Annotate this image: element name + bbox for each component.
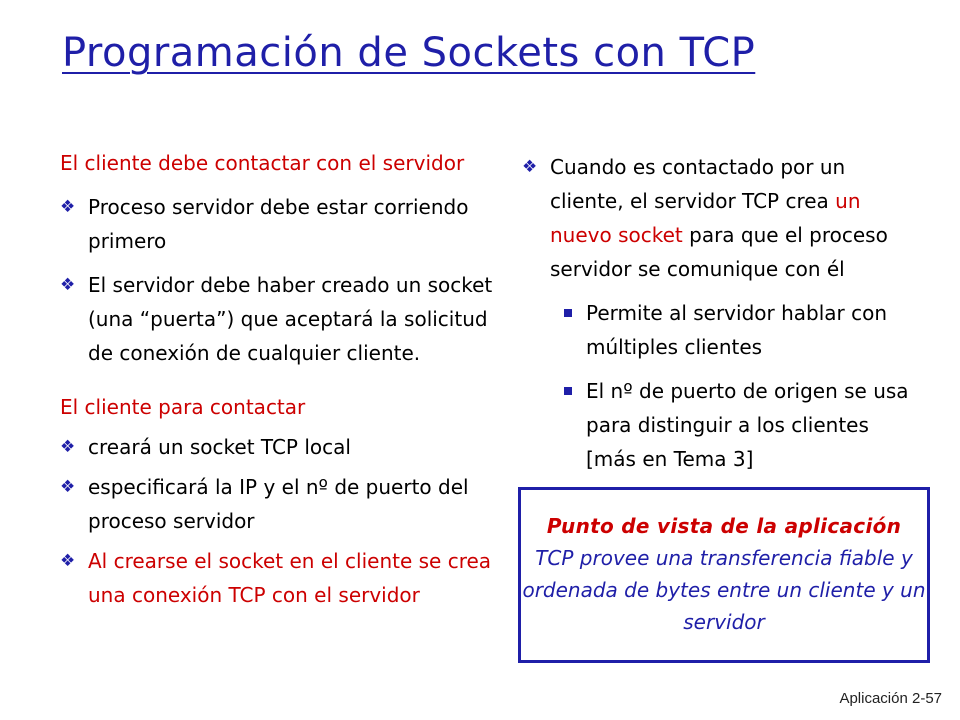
bullet-text-post: para que el proceso servidor se comunique con él bbox=[550, 223, 888, 281]
slide-footer: Aplicación 2-57 bbox=[839, 690, 942, 707]
subbullet-text: Permite al servidor hablar con múltiples clientes bbox=[586, 301, 888, 359]
four-point-star-icon: ❖ bbox=[522, 157, 538, 177]
client-to-contact-heading: El cliente para contactar bbox=[60, 395, 306, 419]
client-contact-heading: El cliente debe contactar con el servidor bbox=[60, 151, 465, 175]
bullet-new-socket bbox=[522, 150, 922, 286]
square-bullet-icon bbox=[564, 387, 572, 395]
subbullet-text: El nº de puerto de origen se usa para distinguir a los clientes [más en Tema 3] bbox=[586, 379, 909, 471]
bullet-text: El servidor debe haber creado un socket (una “puerta”) que aceptará la solicitud de conexión de cualquier cliente. bbox=[88, 273, 493, 365]
bullet-text: creará un socket TCP local bbox=[88, 435, 351, 459]
bullet-text: Proceso servidor debe estar corriendo primero bbox=[88, 195, 469, 253]
four-point-star-icon: ❖ bbox=[60, 551, 76, 571]
slide-title: Programación de Sockets con TCP bbox=[62, 30, 756, 76]
bullet-server-running bbox=[60, 190, 510, 258]
bullet-specify-ip-port bbox=[60, 470, 510, 538]
square-bullet-icon bbox=[564, 309, 572, 317]
bullet-text-highlight: Al crearse el socket en el cliente se crea una conexión TCP con el servidor bbox=[88, 549, 492, 607]
subbullet-multiple-clients bbox=[522, 296, 922, 364]
bullet-text-pre: Cuando es contactado por un cliente, el servidor TCP crea bbox=[550, 155, 846, 213]
box-body: TCP provee una transferencia fiable y ordenada de bytes entre un cliente y un servidor bbox=[522, 546, 926, 634]
right-column bbox=[522, 150, 922, 476]
bullet-server-socket bbox=[60, 268, 510, 370]
bullet-tcp-connection bbox=[60, 544, 510, 612]
application-viewpoint-box bbox=[518, 487, 930, 663]
left-column bbox=[60, 146, 510, 612]
box-title: Punto de vista de la aplicación bbox=[546, 514, 902, 538]
bullet-create-socket bbox=[60, 430, 510, 464]
subbullet-source-port bbox=[522, 374, 922, 476]
four-point-star-icon: ❖ bbox=[60, 275, 76, 295]
four-point-star-icon: ❖ bbox=[60, 437, 76, 457]
four-point-star-icon: ❖ bbox=[60, 477, 76, 497]
four-point-star-icon: ❖ bbox=[60, 197, 76, 217]
bullet-text: especificará la IP y el nº de puerto del proceso servidor bbox=[88, 475, 469, 533]
bullet-text-highlight: un nuevo socket bbox=[550, 189, 861, 247]
